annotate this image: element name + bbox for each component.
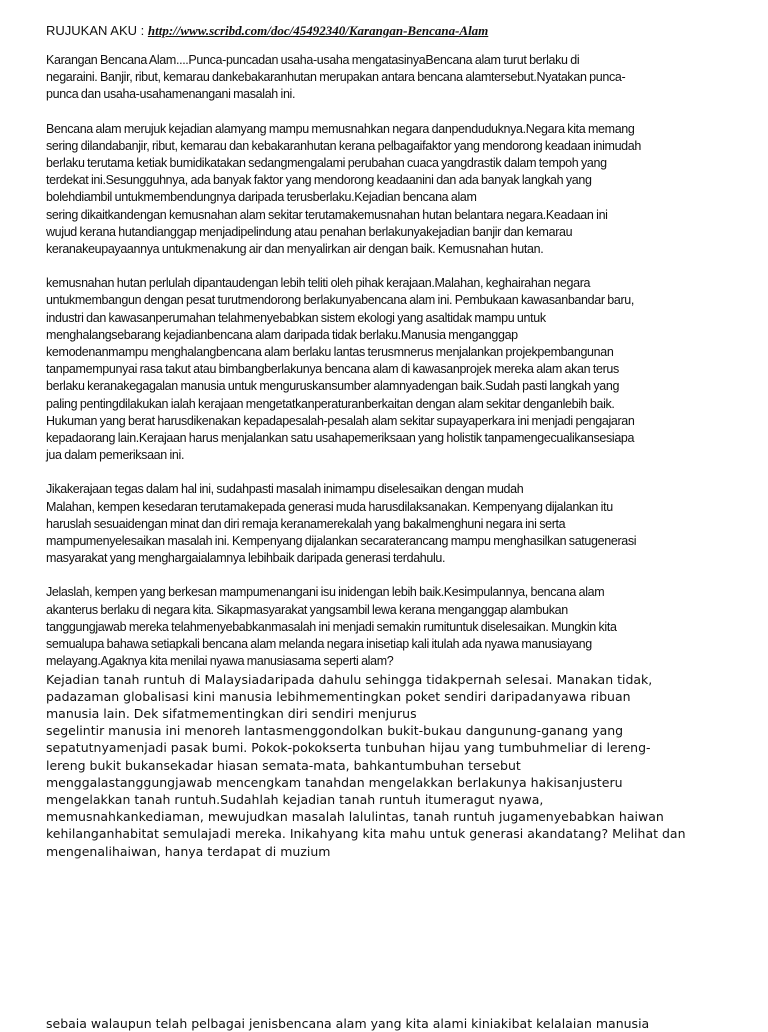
text-line: Bencana alam merujuk kejadian alamyang mampu memusnahkan negara danpenduduknya.Negara kita memang <box>46 121 635 136</box>
text-line: terdekat ini.Sesungguhnya, ada banyak faktor yang mendorong keadaanini dan ada banyak langkah yang <box>46 173 592 188</box>
text-line: bolehdiambil untukmembendungnya daripada terusberlaku.Kejadian bencana alam <box>46 190 477 205</box>
text-line: tanggungjawab mereka telahmenyebabkanmasalah ini menjadi semakin rumituntuk diselesaikan. Mungkin kita <box>46 619 617 634</box>
text-line: akanterus berlaku di negara kita. Sikapmasyarakat yangsambil lewa kerana menganggap alambukan <box>46 602 568 617</box>
text-line: kehilanganhabitat semulajadi mereka. Inikahyang kita mahu untuk generasi akandatang? Melihat dan <box>46 826 686 842</box>
text-line: haruslah sesuaidengan minat dan diri remaja keranamerekalah yang bakalmenghuni negara ini serta <box>46 516 566 531</box>
text-line: berlaku keranakegagalan manusia untuk menguruskansumber alamnyadengan baik.Sudah pasti langkah yang <box>46 379 620 394</box>
text-line: jua dalam pemeriksaan ini. <box>46 448 185 463</box>
text-line: masyarakat yang menghargaialamnya lebihbaik daripada generasi terdahulu. <box>46 551 446 566</box>
text-line: mengelakkan tanah runtuh.Sudahlah kejadian tanah runtuh itumeragut nyawa, <box>46 791 544 807</box>
text-line: padazaman globalisasi kini manusia lebihmementingkan poket sendiri daripadanyawa ribuan <box>46 688 631 704</box>
reference-line <box>46 22 726 39</box>
text-line: sering dikaitkandengan kemusnahan alam sekitar terutamakemusnahan hutan belantara negara.Keadaan ini <box>46 207 608 222</box>
text-line: tanpamempunyai rasa takut atau bimbangberlakunya bencana alam di kawasanprojek mereka alam akan terus <box>46 362 619 377</box>
reference-link[interactable]: http://www.scribd.com/doc/45492340/Karangan-Bencana-Alam <box>147 23 489 38</box>
text-line: lereng bukit bukansekadar hiasan semata-mata, bahkantumbuhan tersebut <box>46 757 521 773</box>
paragraph-government-campaign <box>46 481 726 567</box>
text-line: berlaku terutama ketiak bumidikatakan sedangmengalami perubahan cuaca yangdrastik dalam tempoh yang <box>46 156 607 171</box>
text-line: kepadaorang lain.Kerajaan harus menjalankan satu usahapemeriksaan yang holistik tanpamengecualikansesiapa <box>46 431 635 446</box>
text-line: Kejadian tanah runtuh di Malaysiadaripada dahulu sehingga tidakpernah selesai. Manakan tidak, <box>46 671 653 687</box>
text-line: segelintir manusia ini menoreh lantasmenggondolkan bukit-bukau dangunung-ganang yang <box>46 723 624 739</box>
text-line: menggalastanggungjawab mencengkam tanahdan mengelakkan berlakunya hakisanjusteru <box>46 774 623 790</box>
text-line: untukmembangun dengan pesat turutmendorong berlakunyabencana alam ini. Pembukaan kawasanbandar baru, <box>46 293 635 308</box>
text-line: manusia lain. Dek sifatmementingkan diri sendiri menjurus <box>46 705 417 721</box>
text-line: wujud kerana hutandianggap menjadipelindung atau penahan berlakunyakejadian banjir dan kemarau <box>46 224 573 239</box>
paragraph-intro <box>46 52 726 104</box>
paragraph-conclusion <box>46 584 726 670</box>
text-line: Jikakerajaan tegas dalam hal ini, sudahpasti masalah inimampu diselesaikan dengan mudah <box>46 482 524 497</box>
text-line: Malahan, kempen kesedaran terutamakepada generasi muda harusdilaksanakan. Kempenyang dijalankan itu <box>46 499 613 514</box>
text-line: sering dilandabanjir, ribut, kemarau dan kebakaranhutan kerana pelbagaifaktor yang mendorong keadaan inimudah <box>46 138 641 153</box>
text-line: keranakeupayaannya untukmenakung air dan menyalirkan air dengan baik. Kemusnahan hutan. <box>46 242 544 257</box>
text-line: sepatutnyamenjadi pasak bumi. Pokok-pokokserta tunbuhan hijau yang tumbuhmeliar di lereng- <box>46 740 651 756</box>
document-page <box>46 22 726 877</box>
text-line: menghalangsebarang kejadianbencana alam daripada tidak berlaku.Manusia menganggap <box>46 327 518 342</box>
text-line: Hukuman yang berat harusdikenakan kepadapesalah-pesalah alam sekitar supayaperkara ini menjadi pengajaran <box>46 413 635 428</box>
paragraph-definition <box>46 121 726 259</box>
reference-label: RUJUKAN AKU : <box>46 23 148 38</box>
text-line: kemusnahan hutan perlulah dipantaudengan lebih teliti oleh pihak kerajaan.Malahan, keghairahan negara <box>46 276 591 291</box>
cutoff-text-line: sebaia walaupun telah pelbagai jenisbencana alam yang kita alami kiniakibat kelalaian manusia <box>46 1016 650 1031</box>
text-line: melayang.Agaknya kita menilai nyawa manusiasama seperti alam? <box>46 654 394 669</box>
text-line: mampumenyelesaikan masalah ini. Kempenyang dijalankan secaraterancang mampu menghasilkan satugenerasi <box>46 534 637 549</box>
paragraph-landslide <box>46 671 726 860</box>
text-line: memusnahkankediaman, mewujudkan masalah lalulintas, tanah runtuh jugamenyebabkan haiwan <box>46 809 664 825</box>
text-line: negaraini. Banjir, ribut, kemarau dankebakaranhutan merupakan antara bencana alamtersebut.Nyatakan punca- <box>46 70 626 85</box>
text-line: Jelaslah, kempen yang berkesan mampumenangani isu inidengan lebih baik.Kesimpulannya, bencana alam <box>46 585 605 600</box>
text-line: punca dan usaha-usahamenangani masalah ini. <box>46 87 296 102</box>
text-line: mengenalihaiwan, hanya terdapat di muzium <box>46 843 331 859</box>
paragraph-forest-destruction <box>46 275 726 464</box>
text-line: semualupa bahawa setiapkali bencana alam melanda negara inisetiap kali itulah ada nyawa manusiayang <box>46 637 592 652</box>
text-line: paling pentingdilakukan ialah kerajaan mengetatkanperaturanberkaitan dengan alam sekitar denganlebih baik. <box>46 396 615 411</box>
text-line: industri dan kawasanperumahan telahmenyebabkan sistem ekologi yang asaltidak mampu untuk <box>46 310 546 325</box>
text-line: Karangan Bencana Alam....Punca-puncadan usaha-usaha mengatasinyaBencana alam turut berlaku di <box>46 53 580 67</box>
text-line: kemodenanmampu menghalangbencana alam berlaku lantas terusmnerus menjalankan projekpembangunan <box>46 345 614 360</box>
